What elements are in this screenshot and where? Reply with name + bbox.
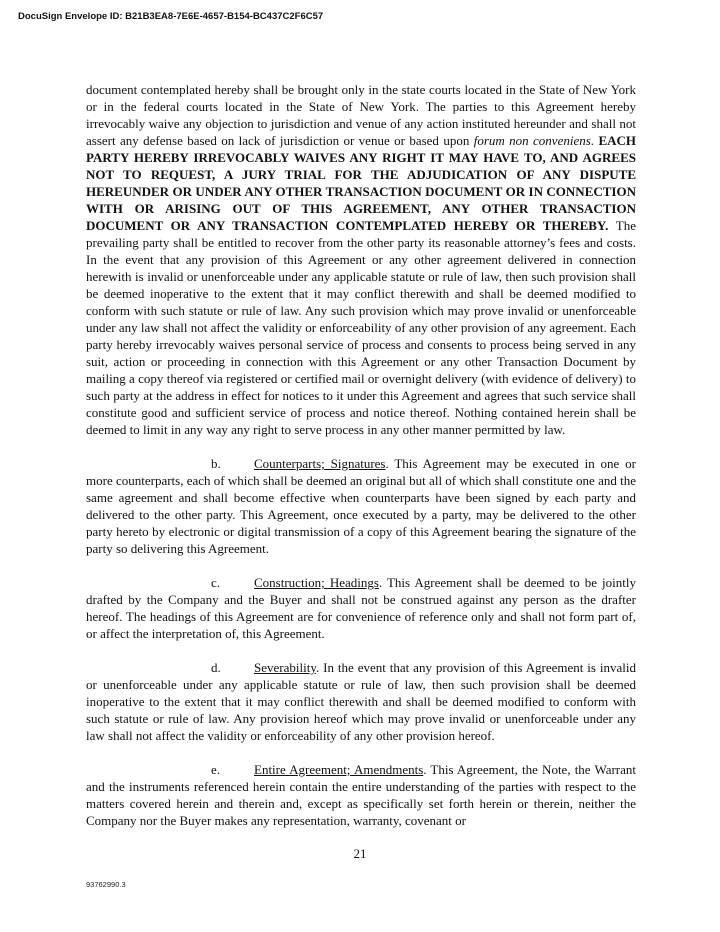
section-body: . This Agreement may be executed in one or more counterparts, each of which shall be deemed an original but all of which shall constitute one and the same agreement and shall become effective when counterparts have been signed by each party and delivered to the other party. This Agreement, once executed by a party, may be delivered to the other party hereto by electronic or digital transmission of a copy of this Agreement bearing the signature of the party so delivering this Agreement. [86,456,636,556]
section-e-paragraph [86,761,636,829]
section-body: . This Agreement shall be deemed to be jointly drafted by the Company and the Buyer and shall not be construed against any person as the drafter hereof. The headings of this Agreement are for convenience of reference only and shall not form part of, or affect the interpretation of, this Agreement. [86,575,636,641]
section-heading: Entire Agreement; Amendments [254,762,424,777]
document-body [86,81,636,829]
continuation-text-3: The prevailing party shall be entitled to recover from the other party its reasonable attorney’s fees and costs. In the event that any provision of this Agreement or any other agreement delivered in connection herewith is invalid or unenforceable under any applicable statute or rule of law, then such provision shall be deemed inoperative to the extent that it may conflict therewith and shall be deemed modified to conform with such statute or rule of law. Any such provision which may prove invalid or unenforceable under any law shall not affect the validity or enforceability of any other provision of any agreement. Each party hereby irrevocably waives personal service of process and consents to process being served in any suit, action or proceeding in connection with this Agreement or any other Transaction Document by mailing a copy thereof via registered or certified mail or overnight delivery (with evidence of delivery) to such party at the address in effect for notices to it under this Agreement and agrees that such service shall constitute good and sufficient service of process and notice thereof. Nothing contained herein shall be deemed to limit in any way any right to serve process in any other manner permitted by law. [86,218,637,437]
docusign-envelope-id: DocuSign Envelope ID: B21B3EA8-7E6E-4657-B154-BC437C2F6C57 [18,11,324,22]
continuation-paragraph [86,81,636,438]
latin-phrase: forum non conveniens [473,133,591,148]
section-d-paragraph [86,659,636,744]
section-b-paragraph [86,455,636,557]
section-heading: Construction; Headings [254,575,379,590]
section-body: . This Agreement, the Note, the Warrant and the instruments referenced herein contain the entire understanding of the parties with respect to the matters covered herein and therein and, except as specifically set forth herein or therein, neither the Company nor the Buyer makes any representation, warranty, covenant or [86,762,637,828]
continuation-text-2: . [590,133,599,148]
section-letter: b. [211,456,221,471]
continuation-text-1: document contemplated hereby shall be brought only in the state courts located in the State of New York or in the federal courts located in the State of New York. The parties to this Agreement hereby irrevocably waive any objection to jurisdiction and venue of any action instituted hereunder and shall not assert any defense based on lack of jurisdiction or venue or based upon [86,82,636,148]
jury-waiver-text: EACH PARTY HEREBY IRREVOCABLY WAIVES ANY RIGHT IT MAY HAVE TO, AND AGREES NOT TO REQUEST, A JURY TRIAL FOR THE ADJUDICATION OF ANY DISPUTE HEREUNDER OR UNDER ANY OTHER TRANSACTION DOCUMENT OR IN CONNECTION WITH OR ARISING OUT OF THIS AGREEMENT, ANY OTHER TRANSACTION DOCUMENT OR ANY TRANSACTION CONTEMPLATED HEREBY OR THEREBY. [86,133,636,233]
section-heading: Counterparts; Signatures [254,456,386,471]
section-letter: e. [211,762,221,777]
page-number: 21 [353,846,367,861]
section-c-paragraph [86,574,636,642]
section-letter: c. [211,575,221,590]
section-letter: d. [211,660,221,675]
document-id: 93762990.3 [86,880,126,889]
section-heading: Severability [254,660,316,675]
section-body: . In the event that any provision of this Agreement is invalid or unenforceable under any applicable statute or rule of law, then such provision shall be deemed inoperative to the extent that it may conflict therewith and shall be deemed modified to conform with such statute or rule of law. Any provision hereof which may prove invalid or unenforceable under any law shall not affect the validity or enforceability of any other provision hereof. [86,660,636,743]
